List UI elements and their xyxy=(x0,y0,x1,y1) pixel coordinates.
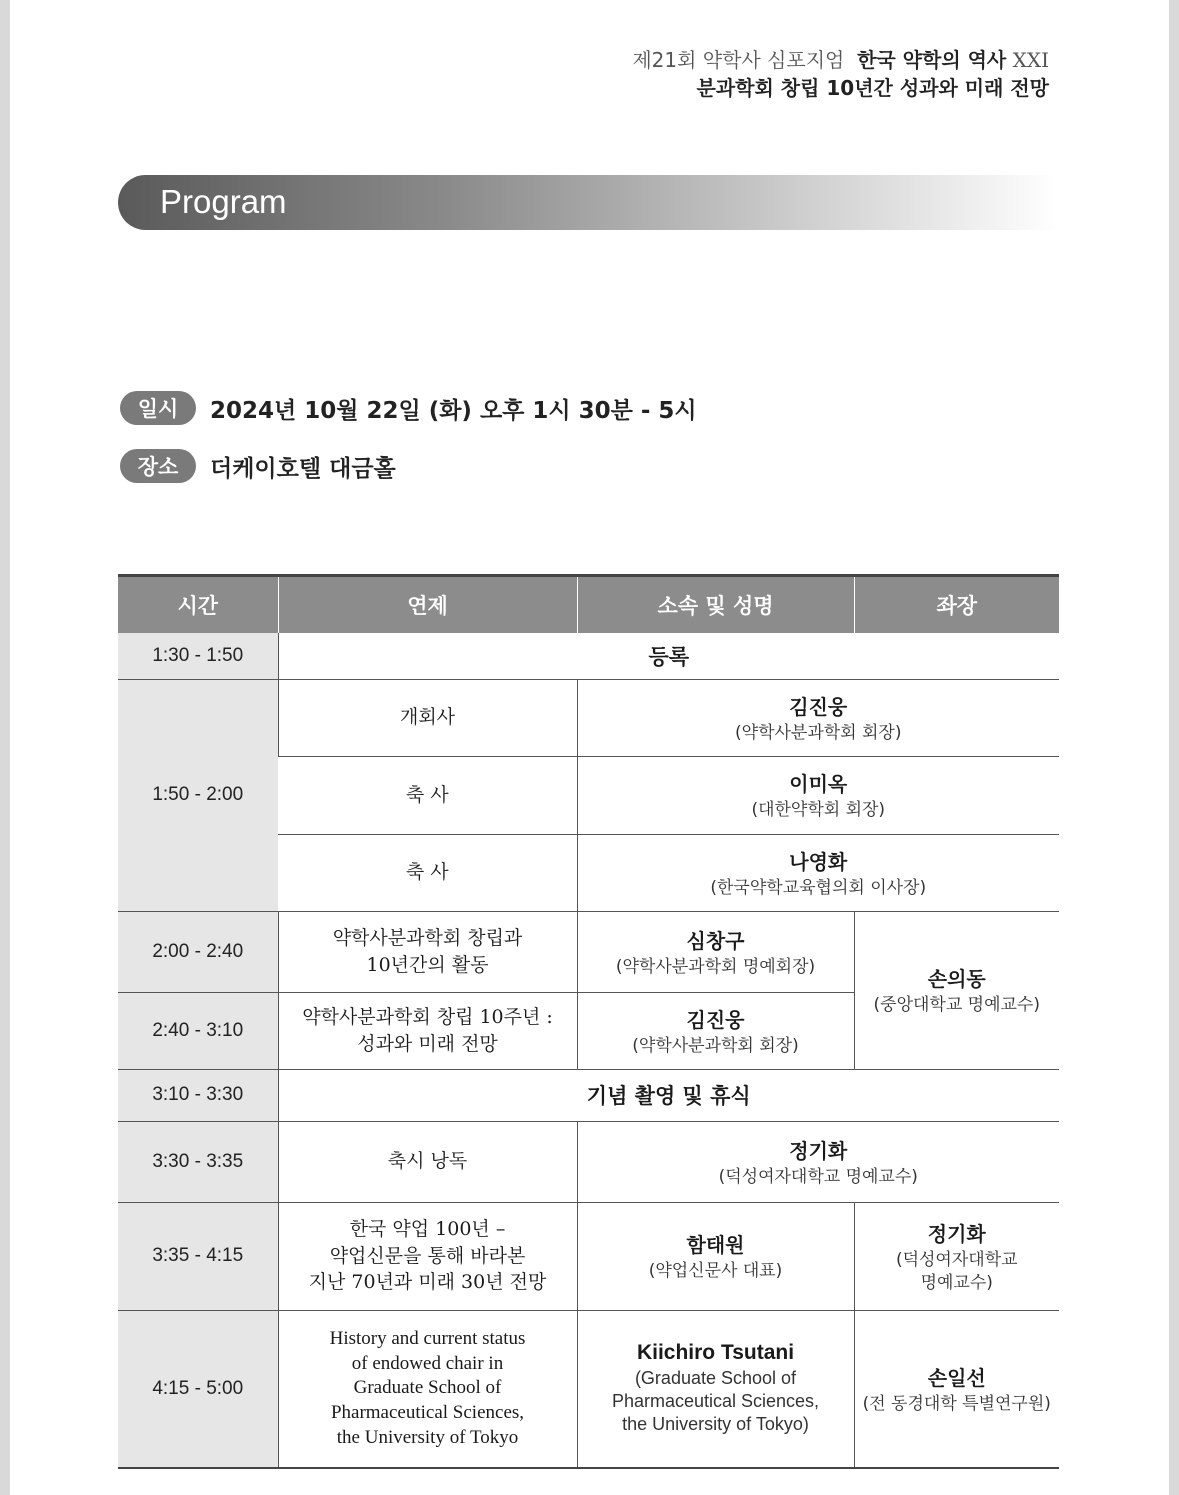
place-row xyxy=(120,448,396,484)
chair-affiliation: (덕성여자대학교 xyxy=(895,1250,1018,1271)
speaker-cell xyxy=(577,1310,854,1468)
time-cell: 3:30 - 3:35 xyxy=(118,1121,278,1202)
table-row xyxy=(118,1202,1059,1310)
chair-affiliation: (중앙대학교 명예교수) xyxy=(873,995,1040,1016)
table-row xyxy=(118,1121,1059,1202)
chair-affiliation: (전 동경대학 특별연구원) xyxy=(862,1394,1051,1415)
speaker-name: 김진웅 xyxy=(789,694,848,719)
chair-cell xyxy=(854,911,1059,1069)
topic-cell: 축 사 xyxy=(278,756,577,834)
speaker-affiliation: (덕성여자대학교 명예교수) xyxy=(718,1166,918,1187)
header-chair: 좌장 xyxy=(854,576,1059,634)
header-prefix: 제21회 약학사 심포지엄 xyxy=(632,48,845,72)
topic-line: Pharmaceutical Sciences, xyxy=(330,1402,525,1424)
time-cell: 2:00 - 2:40 xyxy=(118,911,278,992)
topic-line: 성과와 미래 전망 xyxy=(357,1032,498,1055)
speaker-affiliation: (한국약학교육협의회 이사장) xyxy=(710,877,927,898)
registration-cell: 등록 xyxy=(278,633,1059,679)
table-row xyxy=(118,1310,1059,1468)
date-value: 2024년 10월 22일 (화) 오후 1시 30분 - 5시 xyxy=(210,397,697,424)
break-cell: 기념 촬영 및 휴식 xyxy=(278,1069,1059,1121)
program-banner xyxy=(118,175,1058,230)
speaker-name: Kiichiro Tsutani xyxy=(636,1340,795,1364)
header-topic: 연제 xyxy=(278,576,577,634)
header-affiliation: 소속 및 성명 xyxy=(577,576,854,634)
speaker-name: 정기화 xyxy=(789,1138,848,1163)
speaker-cell xyxy=(577,834,1059,911)
topic-cell xyxy=(278,911,577,992)
topic-line: 10년간의 활동 xyxy=(366,953,489,976)
speaker-cell xyxy=(577,992,854,1069)
topic-cell: 축시 낭독 xyxy=(278,1121,577,1202)
speaker-affiliation: (약업신문사 대표) xyxy=(648,1261,783,1282)
topic-cell xyxy=(278,1202,577,1310)
time-cell: 4:15 - 5:00 xyxy=(118,1310,278,1468)
speaker-cell xyxy=(577,1121,1059,1202)
time-cell: 1:30 - 1:50 xyxy=(118,633,278,679)
header-roman: XXI xyxy=(1012,48,1049,72)
speaker-affiliation: (Graduate School of xyxy=(634,1367,797,1388)
chair-affiliation: 명예교수) xyxy=(920,1272,993,1293)
topic-cell: 축 사 xyxy=(278,834,577,911)
document-page xyxy=(10,0,1169,1495)
time-cell: 2:40 - 3:10 xyxy=(118,992,278,1069)
place-label: 장소 xyxy=(120,449,196,483)
header-symposium-title xyxy=(632,44,1049,73)
header-bold-title: 한국 약학의 역사 xyxy=(857,48,1007,72)
speaker-cell xyxy=(577,1202,854,1310)
topic-line: 약학사분과학회 창립 10주년 : xyxy=(302,1005,553,1028)
time-cell: 3:35 - 4:15 xyxy=(118,1202,278,1310)
table-row xyxy=(118,633,1059,679)
speaker-name: 심창구 xyxy=(686,928,745,953)
chair-cell xyxy=(854,1202,1059,1310)
speaker-name: 이미옥 xyxy=(789,772,848,797)
program-title: Program xyxy=(160,183,287,220)
header-subtitle: 분과학회 창립 10년간 성과와 미래 전망 xyxy=(696,76,1049,100)
speaker-affiliation: the University of Tokyo) xyxy=(622,1414,809,1435)
speaker-affiliation: Pharmaceutical Sciences, xyxy=(611,1391,820,1412)
speaker-affiliation: (약학사분과학회 명예회장) xyxy=(615,956,816,977)
chair-cell xyxy=(854,1310,1059,1468)
topic-line: 약업신문을 통해 바라본 xyxy=(329,1244,526,1267)
speaker-affiliation: (대한약학회 회장) xyxy=(751,800,886,821)
speaker-name: 나영화 xyxy=(789,849,848,874)
topic-line: 약학사분과학회 창립과 xyxy=(332,926,523,949)
speaker-name: 김진웅 xyxy=(686,1007,745,1032)
topic-line: of endowed chair in xyxy=(351,1352,504,1374)
table-header-row xyxy=(118,576,1059,634)
speaker-cell xyxy=(577,756,1059,834)
program-table xyxy=(118,574,1059,1469)
speaker-affiliation: (약학사분과학회 회장) xyxy=(632,1035,799,1056)
topic-line: the University of Tokyo xyxy=(336,1426,519,1448)
table-row xyxy=(118,911,1059,992)
topic-line: History and current status xyxy=(329,1328,526,1350)
speaker-cell xyxy=(577,911,854,992)
topic-cell: 개회사 xyxy=(278,679,577,756)
table-row xyxy=(118,1069,1059,1121)
date-label: 일시 xyxy=(120,391,196,425)
table-row xyxy=(118,679,1059,756)
header-time: 시간 xyxy=(118,576,278,634)
speaker-name: 함태원 xyxy=(686,1233,745,1258)
chair-name: 손일선 xyxy=(927,1366,986,1391)
speaker-affiliation: (약학사분과학회 회장) xyxy=(735,722,902,743)
topic-line: Graduate School of xyxy=(353,1377,502,1399)
time-cell: 1:50 - 2:00 xyxy=(118,679,278,911)
chair-name: 손의동 xyxy=(927,967,986,992)
topic-cell xyxy=(278,992,577,1069)
topic-line: 지난 70년과 미래 30년 전망 xyxy=(308,1271,547,1294)
topic-cell xyxy=(278,1310,577,1468)
time-cell: 3:10 - 3:30 xyxy=(118,1069,278,1121)
chair-name: 정기화 xyxy=(927,1222,986,1247)
topic-line: 한국 약업 100년 – xyxy=(349,1218,506,1241)
speaker-cell xyxy=(577,679,1059,756)
place-value: 더케이호텔 대금홀 xyxy=(210,455,396,482)
date-row xyxy=(120,390,697,426)
